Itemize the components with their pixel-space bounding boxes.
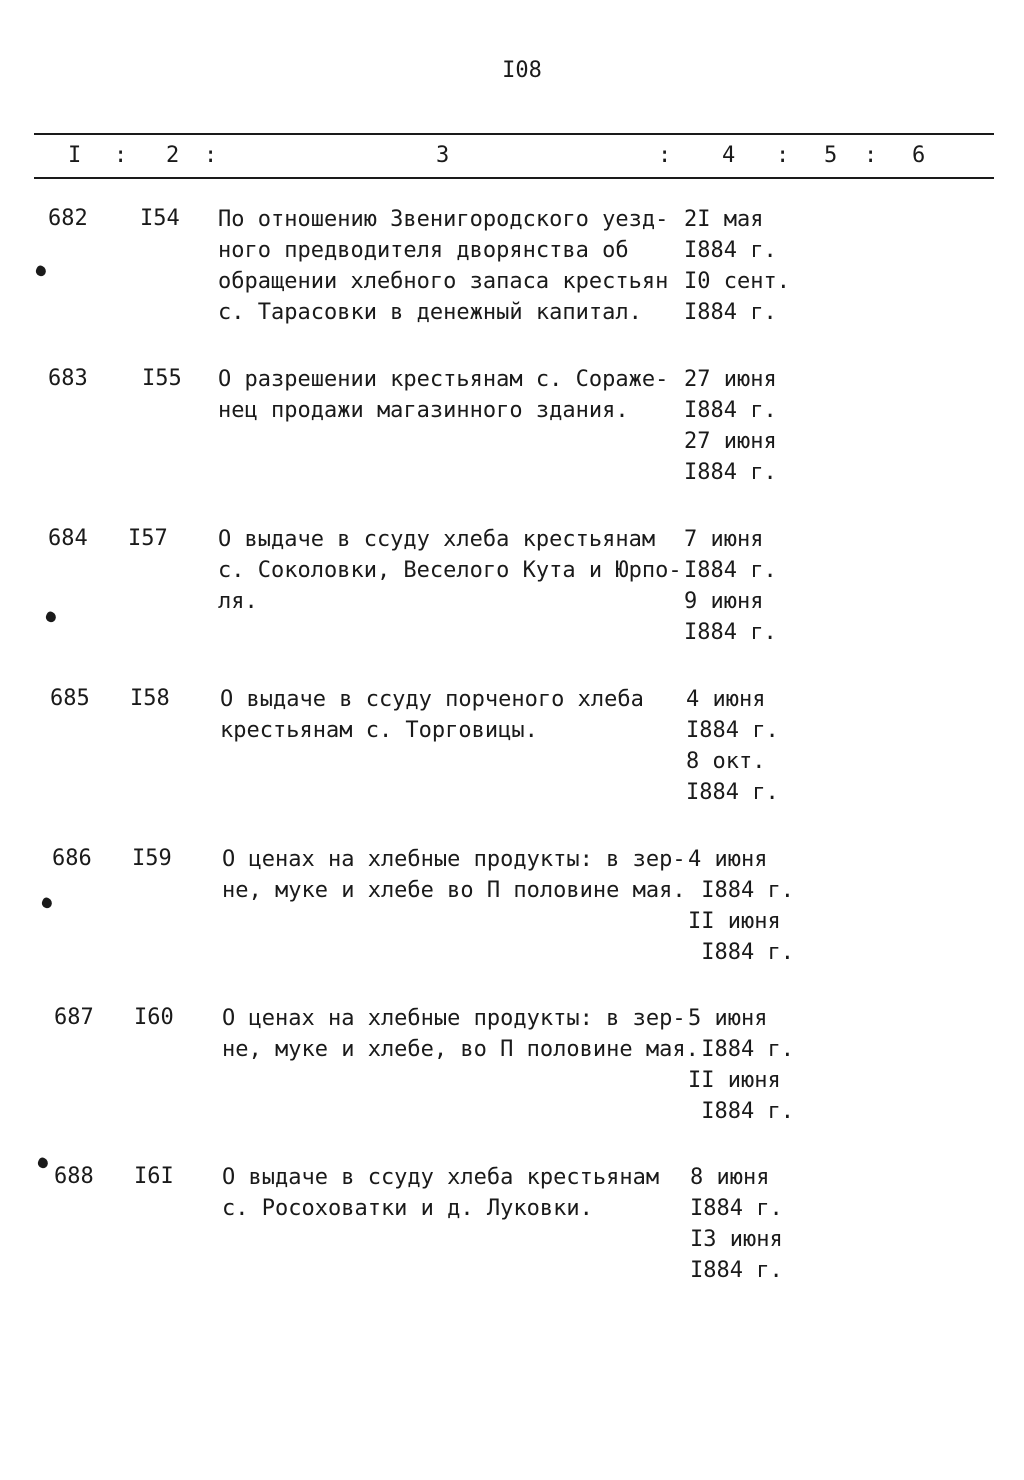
header-sep-5: :	[864, 143, 878, 168]
record-dates: 4 июня I884 г. 8 окт. I884 г.	[686, 687, 779, 805]
record-number: 687	[54, 1005, 94, 1030]
header-rule-bottom	[34, 177, 994, 179]
record-number: 683	[48, 366, 88, 391]
header-col-1: I	[68, 143, 82, 168]
record-description: О выдаче в ссуду хлеба крестьянам с. Соколовки, Веселого Кута и Юрпо- ля.	[218, 527, 682, 614]
table-row	[0, 846, 1024, 986]
header-sep-2: :	[204, 143, 218, 168]
header-col-6: 6	[912, 143, 926, 168]
record-description: О ценах на хлебные продукты: в зер- не, муке и хлебе во П половине мая.	[222, 847, 686, 903]
case-number: I59	[132, 846, 172, 871]
record-description: О разрешении крестьянам с. Соражe- нец продажи магазинного здания.	[218, 367, 669, 423]
header-col-4: 4	[722, 143, 736, 168]
header-rule-top	[34, 133, 994, 135]
record-dates: 5 июня I884 г. II июня I884 г.	[688, 1006, 794, 1124]
case-number: I60	[134, 1005, 174, 1030]
header-sep-4: :	[776, 143, 790, 168]
record-dates: 4 июня I884 г. II июня I884 г.	[688, 847, 794, 965]
record-description: По отношению Звенигородского уезд- ного предводителя дворянства об обращении хлебного запаса крестьян с. Тарасовки в денежный капитал.	[218, 207, 669, 325]
record-dates: 27 июня I884 г. 27 июня I884 г.	[684, 367, 777, 485]
record-description: О выдаче в ссуду хлеба крестьянам с. Росоховатки и д. Луковки.	[222, 1165, 660, 1221]
header-col-2: 2	[166, 143, 180, 168]
record-number: 688	[54, 1164, 94, 1189]
record-dates: 2I мая I884 г. I0 сент. I884 г.	[684, 207, 790, 325]
header-sep-1: :	[114, 143, 128, 168]
case-number: I58	[130, 686, 170, 711]
table-row	[0, 206, 1024, 346]
case-number: I6I	[134, 1164, 174, 1189]
case-number: I55	[142, 366, 182, 391]
page-number: I08	[502, 58, 542, 83]
case-number: I57	[128, 526, 168, 551]
case-number: I54	[140, 206, 180, 231]
record-dates: 7 июня I884 г. 9 июня I884 г.	[684, 527, 777, 645]
record-description: О выдаче в ссуду порченого хлеба крестьянам с. Торговицы.	[220, 687, 644, 743]
table-row	[0, 526, 1024, 666]
table-row	[0, 1005, 1024, 1145]
table-row	[0, 366, 1024, 506]
record-number: 684	[48, 526, 88, 551]
record-number: 685	[50, 686, 90, 711]
header-sep-3: :	[658, 143, 672, 168]
table-row	[0, 686, 1024, 826]
record-number: 686	[52, 846, 92, 871]
record-description: О ценах на хлебные продукты: в зер- не, муке и хлебе, во П половине мая.	[222, 1006, 699, 1062]
header-col-3: 3	[436, 143, 450, 168]
header-col-5: 5	[824, 143, 838, 168]
record-number: 682	[48, 206, 88, 231]
table-row	[0, 1164, 1024, 1304]
record-dates: 8 июня I884 г. I3 июня I884 г.	[690, 1165, 783, 1283]
